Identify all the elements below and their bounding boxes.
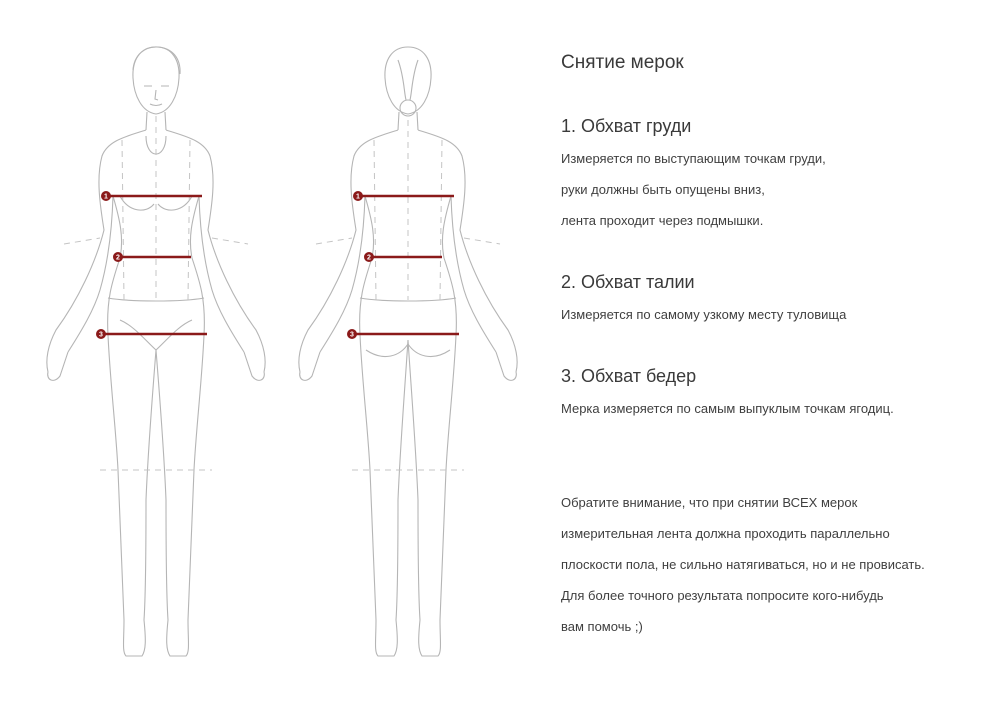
chest-line-1: Измеряется по выступающим точкам груди, [561,151,826,166]
note-line-3: плоскости пола, не сильно натягиваться, но и не провисать. [561,557,925,572]
chest-line-3: лента проходит через подмышки. [561,213,764,228]
section-heading-waist: 2. Обхват талии [561,272,695,292]
front-tapes [101,193,207,334]
note-line-2: измерительная лента должна проходить параллельно [561,526,890,541]
hips-line-1: Мерка измеряется по самым выпуклым точкам ягодиц. [561,401,894,416]
page-title: Снятие мерок [561,52,684,73]
marker-3-back-label: 3 [350,331,354,339]
note-line-5: вам помочь ;) [561,619,643,634]
section-heading-chest: 1. Обхват груди [561,116,692,136]
marker-2-back-label: 2 [367,254,371,262]
note-line-1: Обратите внимание, что при снятии ВСЕХ мерок [561,495,858,510]
back-figure [299,47,517,656]
waist-line-1: Измеряется по самому узкому месту туловища [561,307,847,322]
chest-line-2: руки должны быть опущены вниз, [561,182,765,197]
marker-1-front-label: 1 [104,193,108,201]
front-markers [96,191,123,339]
section-heading-hips: 3. Обхват бедер [561,366,697,386]
note-line-4: Для более точного результата попросите кого-нибудь [561,588,884,603]
marker-1-back-label: 1 [356,193,360,201]
front-guides [64,116,248,470]
back-tapes [352,193,459,334]
marker-2-front-label: 2 [116,254,120,262]
marker-3-front-label: 3 [99,331,103,339]
back-guides [316,120,500,470]
